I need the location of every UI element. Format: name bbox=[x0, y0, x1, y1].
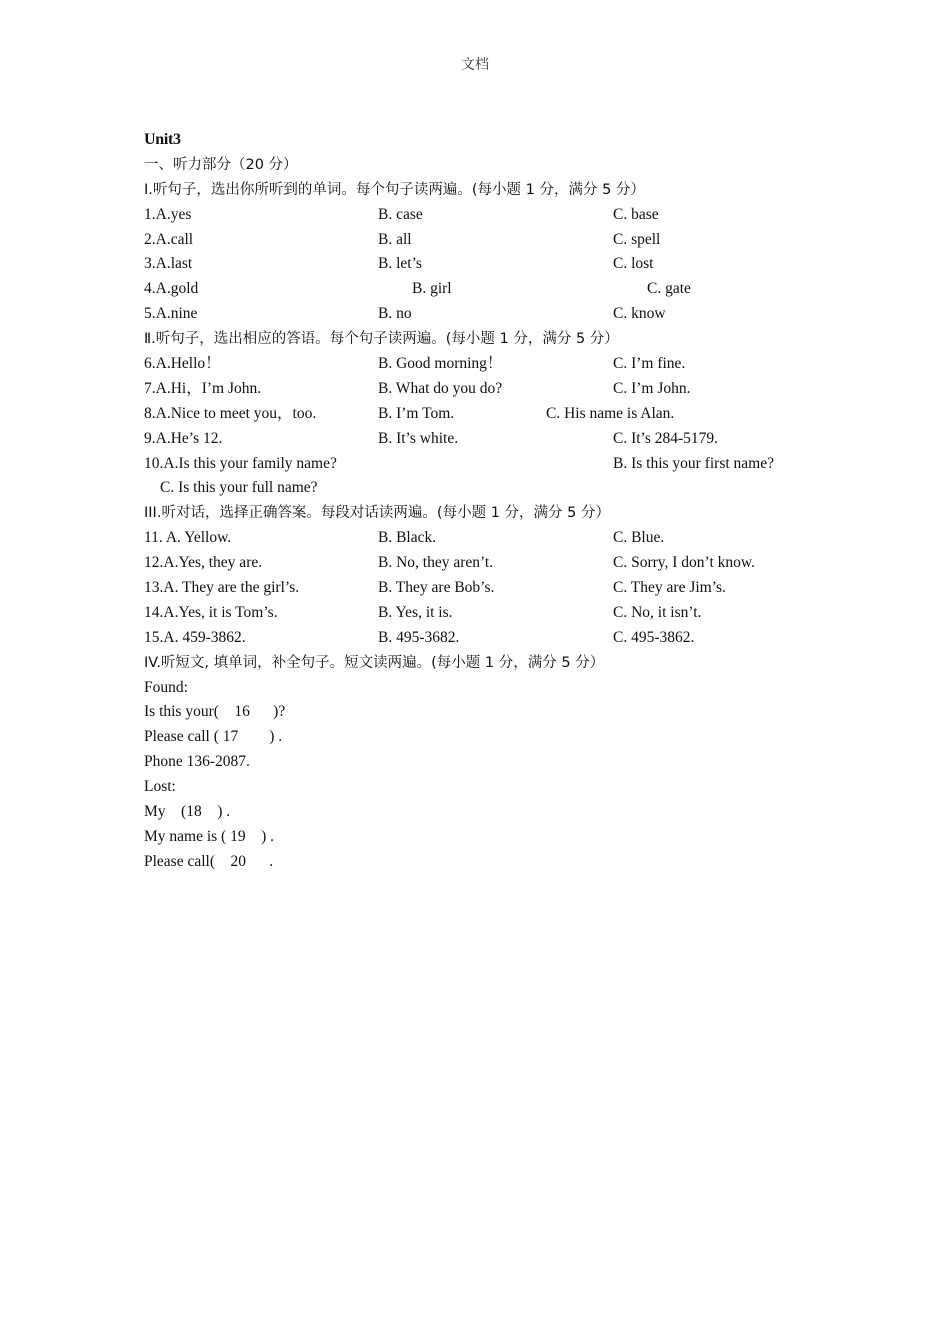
question-row bbox=[144, 626, 844, 651]
option-c: C. His name is Alan. bbox=[546, 404, 675, 422]
option-a: 8.A.Nice to meet you，too. bbox=[144, 404, 317, 422]
question-row bbox=[144, 302, 844, 327]
option-c: C. Sorry, I don’t know. bbox=[613, 554, 755, 572]
part4-heading: IV.听短文, 填单词，补全句子。短文读两遍。(每小题 1 分，满分 5 分） bbox=[144, 654, 605, 671]
option-a: 7.A.Hi，I’m John. bbox=[144, 379, 262, 397]
option-c: C. spell bbox=[613, 230, 661, 248]
option-a: 5.A.nine bbox=[144, 305, 198, 323]
option-b: B. Black. bbox=[378, 529, 437, 547]
option-c: C. Blue. bbox=[613, 529, 665, 547]
question-row bbox=[144, 402, 844, 427]
option-a: 1.A.yes bbox=[144, 205, 192, 223]
option-c-wrapped: C. Is this your full name? bbox=[160, 479, 318, 497]
option-b: B. Is this your first name? bbox=[613, 454, 775, 472]
option-b: B. case bbox=[378, 205, 423, 223]
option-c: C. I’m John. bbox=[613, 379, 691, 397]
question-row bbox=[144, 526, 844, 551]
question-row bbox=[144, 576, 844, 601]
option-a: 10.A.Is this your family name? bbox=[144, 454, 337, 472]
passage-line: Please call ( 17 ) . bbox=[144, 728, 283, 746]
option-a: 14.A.Yes, it is Tom’s. bbox=[144, 603, 278, 621]
option-b: B. They are Bob’s. bbox=[378, 579, 495, 597]
option-c: C. gate bbox=[647, 280, 691, 298]
option-a: 13.A. They are the girl’s. bbox=[144, 579, 300, 597]
option-b: B. I’m Tom. bbox=[378, 404, 455, 422]
passage-line: My (18 ) . bbox=[144, 803, 231, 821]
question-row bbox=[144, 427, 844, 452]
passage-line: My name is ( 19 ) . bbox=[144, 827, 275, 845]
option-a: 12.A.Yes, they are. bbox=[144, 554, 263, 572]
question-row bbox=[144, 377, 844, 402]
passage-line: Phone 136-2087. bbox=[144, 753, 250, 771]
option-a: 9.A.He’s 12. bbox=[144, 429, 223, 447]
option-c: C. I’m fine. bbox=[613, 355, 686, 373]
passage-line: Lost: bbox=[144, 778, 176, 796]
question-row bbox=[144, 601, 844, 626]
option-a: 6.A.Hello！ bbox=[144, 355, 221, 373]
option-b: B. It’s white. bbox=[378, 429, 459, 447]
option-a: 3.A.last bbox=[144, 255, 193, 273]
question-row bbox=[144, 228, 844, 253]
option-b: B. girl bbox=[412, 280, 452, 298]
question-row bbox=[144, 277, 844, 302]
unit-title: Unit3 bbox=[144, 131, 181, 148]
passage-line: Please call( 20 . bbox=[144, 852, 274, 870]
option-c: C. It’s 284-5179. bbox=[613, 429, 719, 447]
option-c: C. They are Jim’s. bbox=[613, 579, 726, 597]
passage-line: Is this your( 16 )? bbox=[144, 703, 286, 721]
option-c: C. No, it isn’t. bbox=[613, 603, 702, 621]
option-a: 4.A.gold bbox=[144, 280, 199, 298]
option-b: B. all bbox=[378, 230, 412, 248]
part2-heading: Ⅱ.听句子，选出相应的答语。每个句子读两遍。(每小题 1 分，满分 5 分） bbox=[144, 331, 619, 348]
question-row bbox=[144, 452, 844, 477]
option-b: B. let’s bbox=[378, 255, 422, 273]
part3-heading: III.听对话，选择正确答案。每段对话读两遍。(每小题 1 分，满分 5 分） bbox=[144, 505, 610, 522]
question-row bbox=[144, 352, 844, 377]
question-row bbox=[144, 252, 844, 277]
option-b: B. No, they aren’t. bbox=[378, 554, 494, 572]
part1-heading: Ⅰ.听句子，选出你所听到的单词。每个句子读两遍。(每小题 1 分，满分 5 分） bbox=[144, 181, 645, 198]
page-header: 文档 bbox=[461, 57, 489, 73]
option-c: C. 495-3862. bbox=[613, 628, 695, 646]
passage-line: Found: bbox=[144, 678, 188, 696]
option-b: B. no bbox=[378, 305, 412, 323]
option-c: C. base bbox=[613, 205, 659, 223]
option-a: 11. A. Yellow. bbox=[144, 529, 232, 547]
worksheet bbox=[144, 128, 844, 875]
question-row bbox=[144, 551, 844, 576]
option-b: B. 495-3682. bbox=[378, 628, 460, 646]
option-b: B. What do you do? bbox=[378, 379, 503, 397]
question-row bbox=[144, 203, 844, 228]
option-a: 15.A. 459-3862. bbox=[144, 628, 246, 646]
option-a: 2.A.call bbox=[144, 230, 194, 248]
section-listening-heading: 一、听力部分（20 分） bbox=[144, 156, 298, 173]
option-b: B. Good morning！ bbox=[378, 355, 503, 373]
option-b: B. Yes, it is. bbox=[378, 603, 453, 621]
option-c: C. lost bbox=[613, 255, 654, 273]
option-c: C. know bbox=[613, 305, 666, 323]
